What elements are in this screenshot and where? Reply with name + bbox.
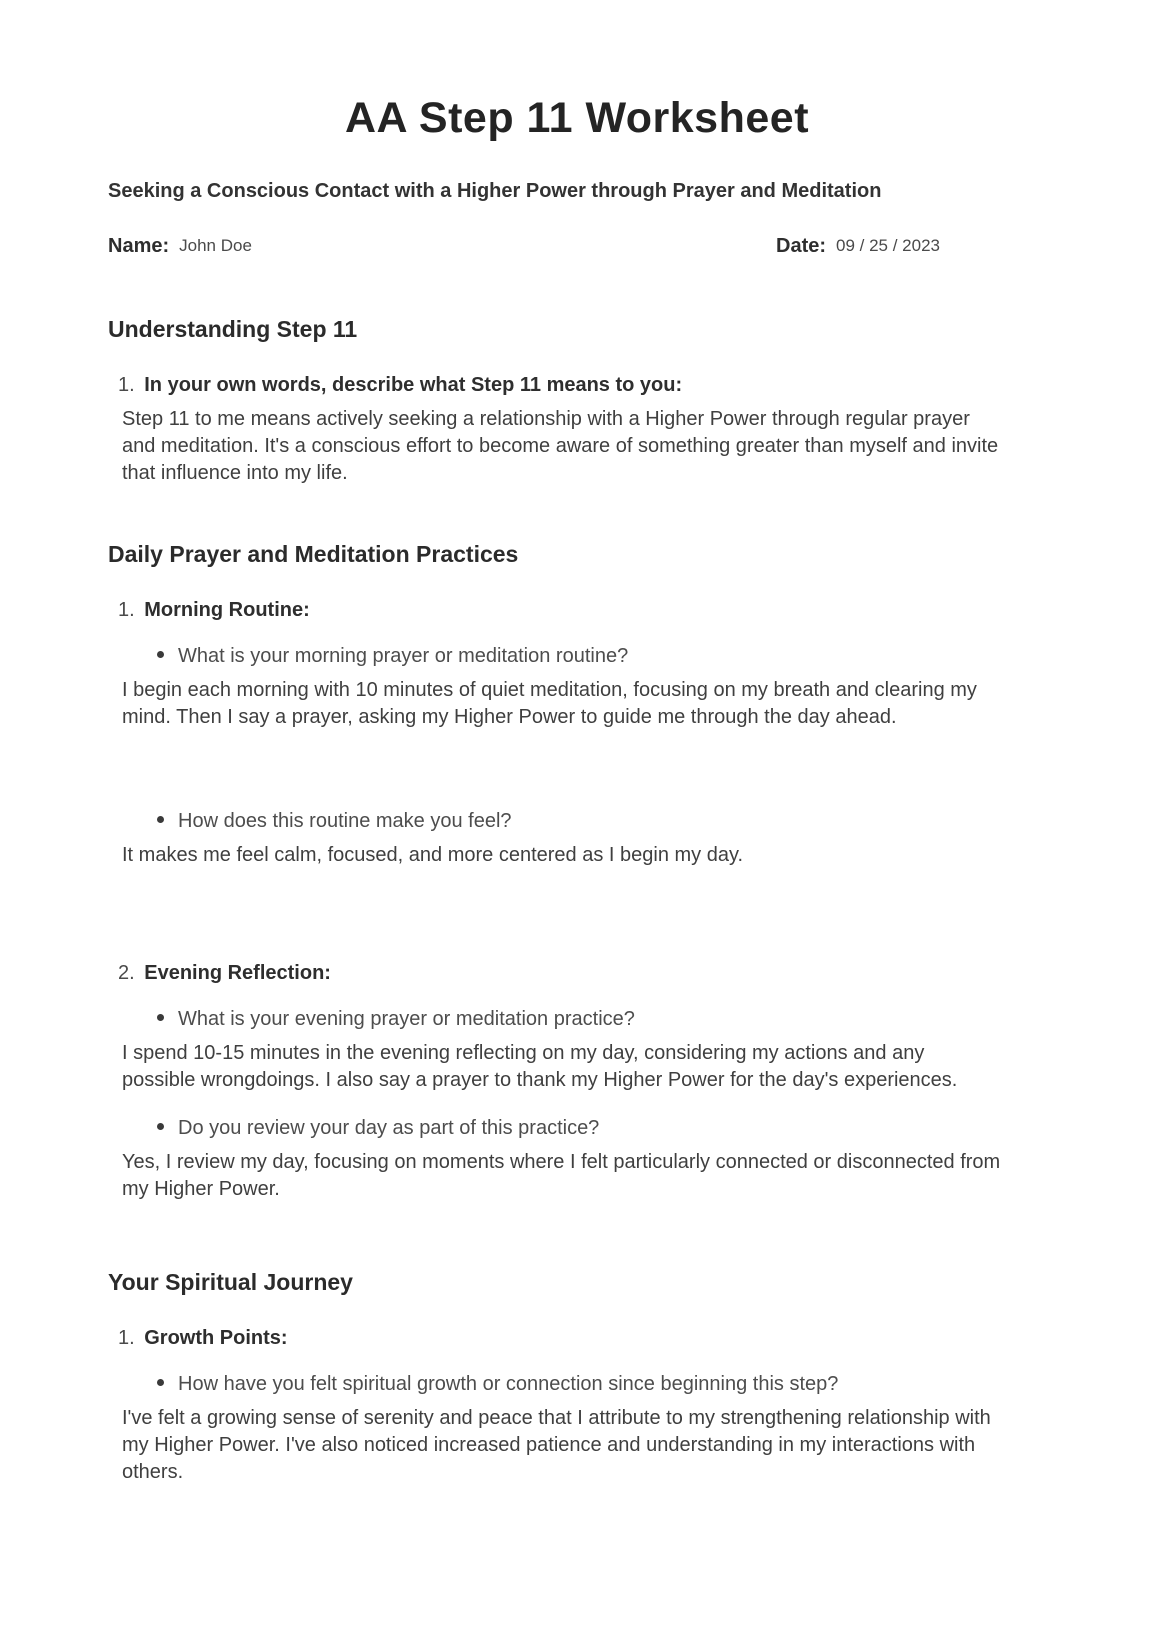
section-heading-understanding: Understanding Step 11 [108,316,358,342]
bullet-icon [157,1014,164,1021]
question-number: 1. [118,374,135,396]
answer-understanding-1[interactable]: Step 11 to me means actively seeking a relationship with a Higher Power through regular prayer and meditation. It's a conscious effort to become aware of something greater than myself and invite that influence into my life. [122,408,999,484]
section-heading-daily-practices: Daily Prayer and Meditation Practices [108,541,519,567]
bullet-icon [157,651,164,658]
item-evening-reflection [118,962,1086,985]
question-text: Do you review your day as part of this practice? [178,1117,600,1139]
item-number: 1. [118,599,135,621]
question-text: What is your evening prayer or meditation practice? [178,1008,635,1030]
question-morning-routine-2 [157,810,1086,833]
question-text: How does this routine make you feel? [178,810,512,832]
page-title: AA Step 11 Worksheet [344,94,810,142]
answer-morning-routine-2[interactable]: It makes me feel calm, focused, and more centered as I begin my day. [122,844,744,866]
item-label: Morning Routine: [144,599,310,621]
answer-morning-routine-1[interactable]: I begin each morning with 10 minutes of quiet meditation, focusing on my breath and clearing my mind. Then I say a prayer, asking my Higher Power to guide me through the day ahead. [122,679,977,728]
name-field[interactable]: John Doe [179,236,252,255]
date-label: Date: [776,235,827,257]
page-subtitle: Seeking a Conscious Contact with a Higher Power through Prayer and Meditation [108,180,882,202]
item-label: Growth Points: [144,1327,288,1349]
item-label: Evening Reflection: [144,962,331,984]
item-growth-points [118,1327,1086,1350]
date-group [776,235,940,258]
question-text: What is your morning prayer or meditation routine? [178,645,629,667]
item-number: 2. [118,962,135,984]
bullet-icon [157,816,164,823]
answer-evening-reflection-2[interactable]: Yes, I review my day, focusing on moments where I felt particularly connected or disconnected from my Higher Power. [122,1151,1001,1200]
question-morning-routine-1 [157,645,1086,668]
name-label: Name: [108,235,170,257]
name-date-row [108,235,1086,258]
question-text: How have you felt spiritual growth or connection since beginning this step? [178,1373,839,1395]
question-growth-points-1 [157,1373,1086,1396]
question-label: In your own words, describe what Step 11 means to you: [144,374,683,396]
answer-evening-reflection-1[interactable]: I spend 10-15 minutes in the evening reflecting on my day, considering my actions and any possible wrongdoings. I also say a prayer to thank my Higher Power for the day's experiences. [122,1042,958,1091]
item-morning-routine [118,599,1086,622]
bullet-icon [157,1379,164,1386]
question-evening-reflection-1 [157,1008,1086,1031]
question-understanding-1 [118,374,1086,397]
answer-growth-points-1[interactable]: I've felt a growing sense of serenity and peace that I attribute to my strengthening relationship with my Higher Power. I've also noticed increased patience and understanding in my interactions with others. [122,1407,991,1483]
question-evening-reflection-2 [157,1117,1086,1140]
section-heading-spiritual-journey: Your Spiritual Journey [108,1269,353,1295]
date-field[interactable]: 09 / 25 / 2023 [836,236,940,255]
item-number: 1. [118,1327,135,1349]
bullet-icon [157,1123,164,1130]
